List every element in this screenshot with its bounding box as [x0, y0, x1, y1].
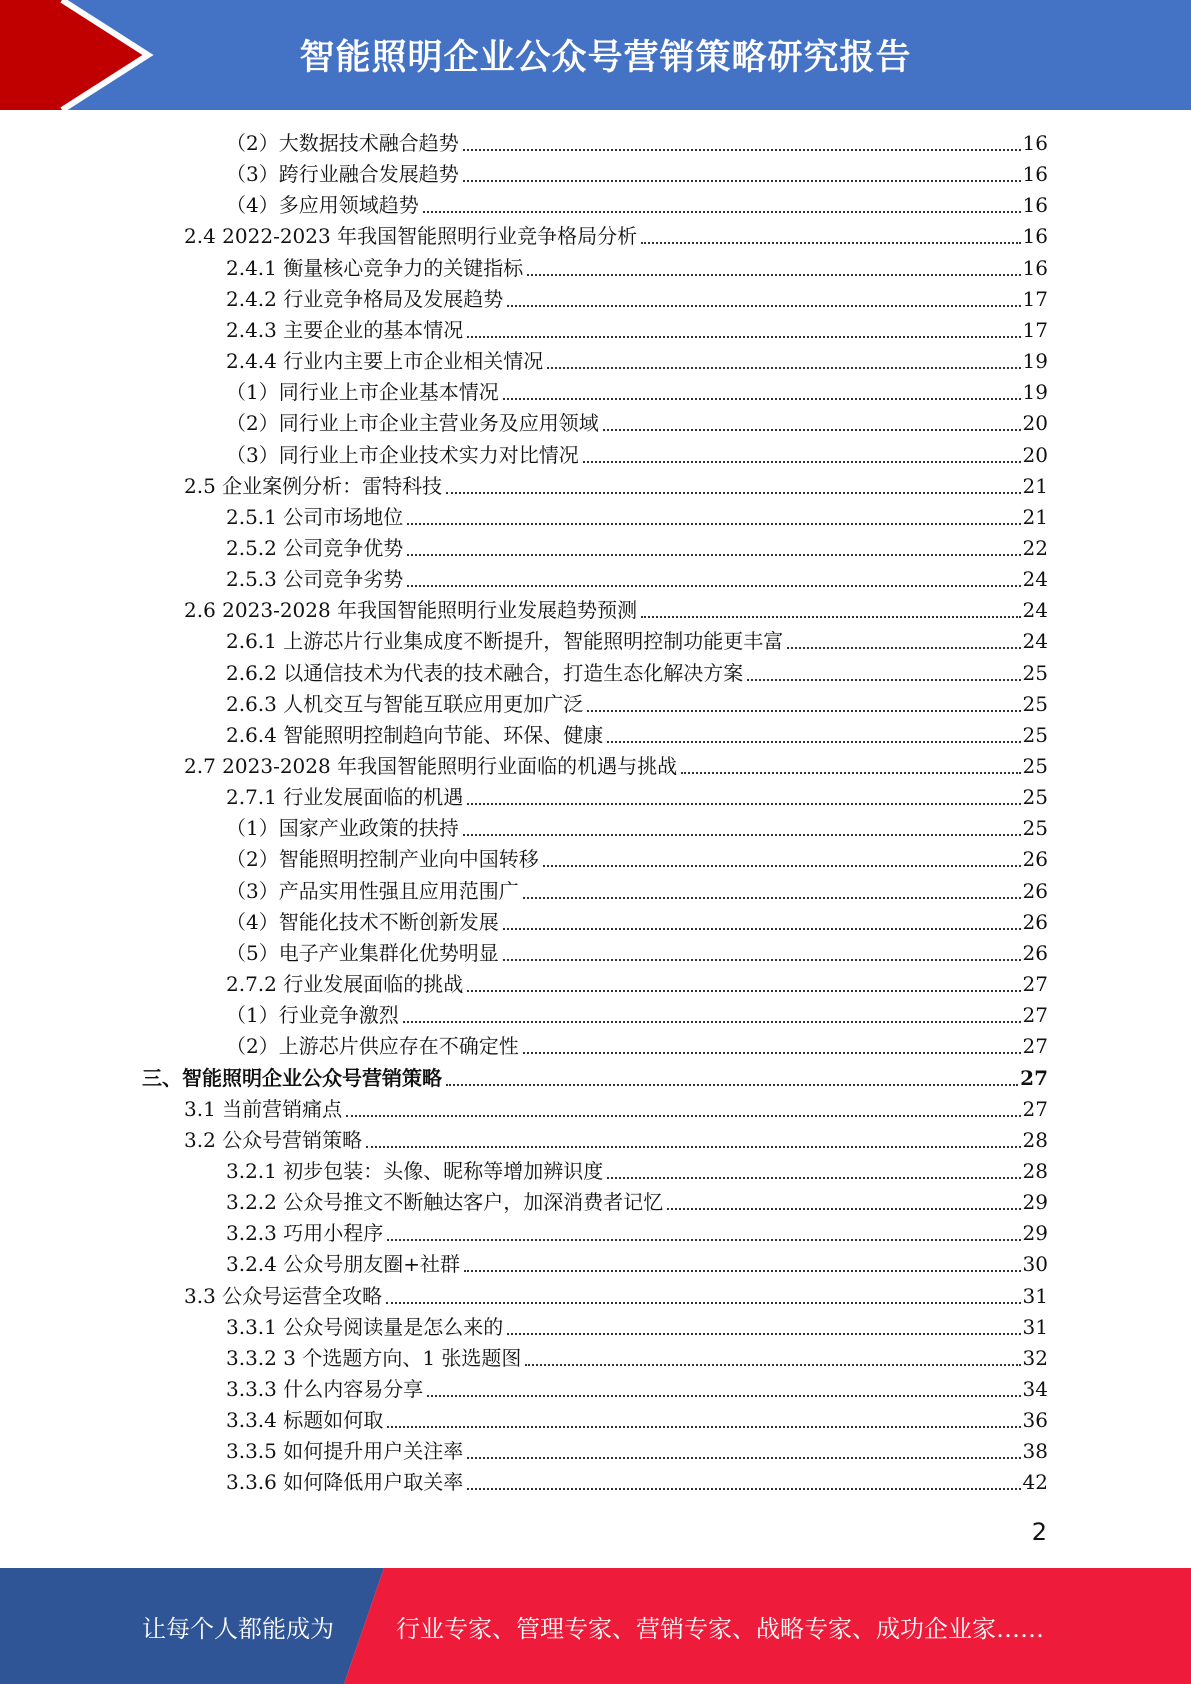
- toc-entry-label: 2.6.1 上游芯片行业集成度不断提升，智能照明控制功能更丰富: [226, 629, 784, 654]
- toc-entry[interactable]: [226, 811, 1048, 842]
- toc-entry-page: 38: [1022, 1439, 1048, 1464]
- toc-entry-page: 17: [1022, 286, 1048, 311]
- toc-entry[interactable]: [226, 1029, 1048, 1060]
- toc-entry-page: 30: [1022, 1252, 1048, 1277]
- toc-dot-leader: [463, 149, 1021, 151]
- toc-entry-page: 27: [1022, 972, 1048, 997]
- toc-dot-leader: [523, 1052, 1021, 1054]
- toc-entry[interactable]: [226, 282, 1048, 313]
- toc-dot-leader: [467, 990, 1020, 992]
- toc-entry-page: 42: [1022, 1470, 1048, 1495]
- toc-dot-leader: [407, 585, 1020, 587]
- toc-entry[interactable]: [184, 219, 1048, 250]
- report-title: 智能照明企业公众号营销策略研究报告: [299, 38, 912, 78]
- toc-entry-label: 3.3 公众号运营全攻略: [184, 1283, 383, 1308]
- toc-entry-page: 25: [1022, 816, 1048, 841]
- toc-entry-label: 2.5.1 公司市场地位: [226, 504, 404, 529]
- toc-entry-label: （2）上游芯片供应存在不确定性: [226, 1034, 519, 1059]
- toc-entry-label: 3.3.1 公众号阅读量是怎么来的: [226, 1314, 504, 1339]
- toc-entry-label: 2.5.2 公司竞争优势: [226, 535, 404, 560]
- toc-entry[interactable]: [226, 438, 1048, 469]
- toc-entry-label: 三、智能照明企业公众号营销策略: [142, 1065, 442, 1090]
- toc-dot-leader: [407, 523, 1020, 525]
- toc-entry[interactable]: [226, 998, 1048, 1029]
- toc-entry[interactable]: [226, 344, 1048, 375]
- toc-entry-page: 16: [1022, 131, 1048, 155]
- toc-entry[interactable]: [226, 1434, 1048, 1465]
- toc-entry-page: 27: [1022, 1096, 1048, 1121]
- toc-dot-leader: [667, 1208, 1020, 1210]
- toc-entry-page: 25: [1022, 691, 1048, 716]
- toc-entry-page: 19: [1022, 349, 1048, 374]
- toc-entry-label: 3.1 当前营销痛点: [184, 1096, 343, 1121]
- toc-dot-leader: [641, 616, 1020, 618]
- toc-dot-leader: [463, 180, 1021, 182]
- toc-entry-page: 16: [1022, 255, 1048, 280]
- toc-entry-label: 2.5.3 公司竞争劣势: [226, 567, 404, 592]
- toc-entry-label: （2）智能照明控制产业向中国转移: [226, 847, 539, 872]
- toc-entry-page: 28: [1022, 1158, 1048, 1183]
- toc-dot-leader: [467, 803, 1020, 805]
- toc-dot-leader: [503, 928, 1021, 930]
- toc-entry[interactable]: [226, 157, 1048, 188]
- footer-slogan-left: 让每个人都能成为: [142, 1614, 334, 1643]
- toc-entry[interactable]: [226, 1216, 1048, 1247]
- toc-entry-page: 24: [1022, 567, 1048, 592]
- toc-entry-page: 26: [1022, 878, 1048, 903]
- toc-entry-label: 3.2.3 巧用小程序: [226, 1221, 384, 1246]
- toc-dot-leader: [446, 1084, 1018, 1086]
- toc-entry-page: 21: [1022, 473, 1048, 498]
- header-banner: [0, 0, 1191, 110]
- toc-entry[interactable]: [226, 1310, 1048, 1341]
- toc-dot-leader: [607, 1177, 1020, 1179]
- toc-entry[interactable]: [226, 687, 1048, 718]
- toc-entry-page: 24: [1022, 598, 1048, 623]
- toc-entry-label: （3）产品实用性强且应用范围广: [226, 878, 519, 903]
- toc-entry-label: 2.4 2022-2023 年我国智能照明行业竞争格局分析: [184, 224, 638, 249]
- toc-entry-page: 25: [1022, 785, 1048, 810]
- toc-dot-leader: [681, 772, 1020, 774]
- toc-entry[interactable]: [184, 749, 1048, 780]
- toc-entry-page: 17: [1022, 317, 1048, 342]
- toc-entry-label: 2.7 2023-2028 年我国智能照明行业面临的机遇与挑战: [184, 754, 678, 778]
- toc-dot-leader: [507, 305, 1020, 307]
- toc-entry[interactable]: [184, 1123, 1048, 1154]
- toc-entry[interactable]: [226, 562, 1048, 593]
- toc-dot-leader: [387, 1426, 1020, 1428]
- toc-entry-label: （2）大数据技术融合趋势: [226, 131, 459, 155]
- toc-entry-label: （1）行业竞争激烈: [226, 1003, 399, 1028]
- toc-dot-leader: [503, 959, 1021, 961]
- toc-entry[interactable]: [226, 1403, 1048, 1434]
- toc-dot-leader: [525, 1364, 1020, 1366]
- toc-entry-page: 31: [1022, 1314, 1048, 1339]
- toc-entry-page: 25: [1022, 754, 1048, 778]
- toc-dot-leader: [387, 1239, 1020, 1241]
- toc-entry-page: 16: [1022, 162, 1048, 187]
- toc-entry-label: 2.5 企业案例分析：雷特科技: [184, 473, 443, 498]
- toc-entry[interactable]: [226, 905, 1048, 936]
- toc-entry[interactable]: [226, 188, 1048, 219]
- toc-dot-leader: [747, 679, 1020, 681]
- toc-entry-label: 3.3.2 3 个选题方向、1 张选题图: [226, 1345, 522, 1370]
- toc-entry-page: 34: [1022, 1377, 1048, 1401]
- footer-slogan-right: 行业专家、管理专家、营销专家、战略专家、成功企业家……: [396, 1614, 1044, 1643]
- toc-entry-label: 2.7.2 行业发展面临的挑战: [226, 972, 464, 997]
- toc-entry-label: 2.4.1 衡量核心竞争力的关键指标: [226, 255, 524, 280]
- toc-entry-label: 2.6.2 以通信技术为代表的技术融合，打造生态化解决方案: [226, 660, 744, 685]
- toc-entry-label: （4）多应用领域趋势: [226, 193, 419, 218]
- toc-dot-leader: [587, 710, 1020, 712]
- toc-entry[interactable]: [226, 656, 1048, 687]
- toc-entry[interactable]: [226, 1185, 1048, 1216]
- toc-entry-page: 36: [1022, 1408, 1048, 1433]
- toc-entry-label: （1）同行业上市企业基本情况: [226, 380, 499, 405]
- toc-dot-leader: [407, 554, 1020, 556]
- toc-entry[interactable]: [226, 780, 1048, 811]
- toc-entry-label: 3.2.1 初步包装：头像、昵称等增加辨识度: [226, 1158, 604, 1183]
- toc-entry-page: 27: [1020, 1065, 1048, 1090]
- toc-dot-leader: [503, 398, 1021, 400]
- toc-dot-leader: [523, 897, 1021, 899]
- toc-entry-label: 2.6.3 人机交互与智能互联应用更加广泛: [226, 691, 584, 716]
- toc-entry-label: 2.6 2023-2028 年我国智能照明行业发展趋势预测: [184, 598, 638, 623]
- toc-entry-label: 3.3.6 如何降低用户取关率: [226, 1470, 464, 1495]
- toc-dot-leader: [467, 336, 1020, 338]
- toc-entry-page: 20: [1022, 411, 1048, 436]
- toc-dot-leader: [427, 1395, 1020, 1397]
- toc-entry[interactable]: [226, 718, 1048, 749]
- toc-entry-page: 26: [1022, 909, 1048, 934]
- toc-entry-page: 19: [1022, 380, 1048, 405]
- toc-entry-label: （5）电子产业集群化优势明显: [226, 940, 499, 965]
- toc-entry-label: 2.4.2 行业竞争格局及发展趋势: [226, 286, 504, 311]
- toc-entry-page: 20: [1022, 442, 1048, 467]
- toc-entry[interactable]: [226, 1341, 1048, 1372]
- toc-entry-page: 26: [1022, 940, 1048, 965]
- toc-entry-label: 2.7.1 行业发展面临的机遇: [226, 785, 464, 810]
- toc-entry-label: （4）智能化技术不断创新发展: [226, 909, 499, 934]
- toc-entry[interactable]: [226, 500, 1048, 531]
- toc-dot-leader: [346, 1115, 1020, 1117]
- toc-entry-page: 21: [1022, 504, 1048, 529]
- toc-entry[interactable]: [226, 126, 1048, 157]
- toc-entry-page: 28: [1022, 1127, 1048, 1152]
- toc-entry[interactable]: [226, 874, 1048, 905]
- toc-entry[interactable]: [226, 1154, 1048, 1185]
- toc-entry-page: 27: [1022, 1034, 1048, 1059]
- toc-entry[interactable]: [184, 1092, 1048, 1123]
- toc-entry-page: 32: [1022, 1345, 1048, 1370]
- toc-entry-page: 26: [1022, 847, 1048, 872]
- toc-entry-label: （3）跨行业融合发展趋势: [226, 162, 459, 187]
- toc-entry[interactable]: [226, 406, 1048, 437]
- toc-entry[interactable]: [226, 375, 1048, 406]
- toc-dot-leader: [467, 1488, 1020, 1490]
- toc-entry-label: 3.3.5 如何提升用户关注率: [226, 1439, 464, 1464]
- toc-entry-page: 29: [1022, 1221, 1048, 1246]
- toc-dot-leader: [366, 1146, 1020, 1148]
- toc-entry-page: 16: [1022, 193, 1048, 218]
- toc-entry[interactable]: [226, 251, 1048, 282]
- toc-entry-label: 2.6.4 智能照明控制趋向节能、环保、健康: [226, 722, 604, 747]
- toc-entry-label: 3.3.4 标题如何取: [226, 1408, 384, 1433]
- toc-entry-label: （1）国家产业政策的扶持: [226, 816, 459, 841]
- toc-entry[interactable]: [226, 1372, 1048, 1403]
- page-number: 2: [1031, 1518, 1047, 1546]
- toc-dot-leader: [543, 865, 1021, 867]
- toc-entry-page: 25: [1022, 722, 1048, 747]
- toc-entry[interactable]: [226, 1465, 1048, 1496]
- toc-dot-leader: [527, 274, 1020, 276]
- toc-dot-leader: [423, 211, 1021, 213]
- toc-entry[interactable]: [142, 1061, 1048, 1092]
- toc-entry-label: 3.2.4 公众号朋友圈+社群: [226, 1252, 461, 1277]
- toc-entry-page: 16: [1022, 224, 1048, 249]
- toc-entry-page: 27: [1022, 1003, 1048, 1028]
- toc-dot-leader: [547, 367, 1020, 369]
- toc-entry[interactable]: [226, 967, 1048, 998]
- toc-dot-leader: [607, 741, 1020, 743]
- toc-entry-label: （2）同行业上市企业主营业务及应用领域: [226, 411, 599, 436]
- toc-entry[interactable]: [226, 531, 1048, 562]
- toc-entry-page: 29: [1022, 1190, 1048, 1215]
- toc-entry[interactable]: [184, 1279, 1048, 1310]
- toc-entry-label: 2.4.4 行业内主要上市企业相关情况: [226, 349, 544, 374]
- toc-dot-leader: [467, 1457, 1020, 1459]
- toc-entry-label: 3.2 公众号营销策略: [184, 1127, 363, 1152]
- toc-entry[interactable]: [226, 624, 1048, 655]
- toc-dot-leader: [787, 647, 1020, 649]
- toc-entry[interactable]: [184, 469, 1048, 500]
- toc-dot-leader: [603, 429, 1021, 431]
- toc-dot-leader: [583, 461, 1021, 463]
- footer-banner: [0, 1568, 1191, 1684]
- toc-entry-page: 31: [1022, 1283, 1048, 1308]
- toc-dot-leader: [463, 834, 1021, 836]
- toc-entry-label: （3）同行业上市企业技术实力对比情况: [226, 442, 579, 467]
- toc-dot-leader: [403, 1021, 1021, 1023]
- toc-entry[interactable]: [184, 593, 1048, 624]
- toc-entry-label: 3.3.3 什么内容易分享: [226, 1377, 424, 1401]
- toc-dot-leader: [464, 1270, 1021, 1272]
- toc-entry-label: 3.2.2 公众号推文不断触达客户，加深消费者记忆: [226, 1190, 664, 1215]
- toc-entry[interactable]: [226, 842, 1048, 873]
- toc-entry-page: 25: [1022, 660, 1048, 685]
- toc-entry-page: 24: [1022, 629, 1048, 654]
- toc-entry-page: 22: [1022, 535, 1048, 560]
- toc-entry[interactable]: [226, 936, 1048, 967]
- toc-dot-leader: [386, 1302, 1020, 1304]
- toc-entry-label: 2.4.3 主要企业的基本情况: [226, 317, 464, 342]
- toc-dot-leader: [507, 1333, 1020, 1335]
- toc-dot-leader: [446, 492, 1020, 494]
- toc-dot-leader: [641, 242, 1020, 244]
- toc-entry[interactable]: [226, 313, 1048, 344]
- toc-entry[interactable]: [226, 1247, 1048, 1278]
